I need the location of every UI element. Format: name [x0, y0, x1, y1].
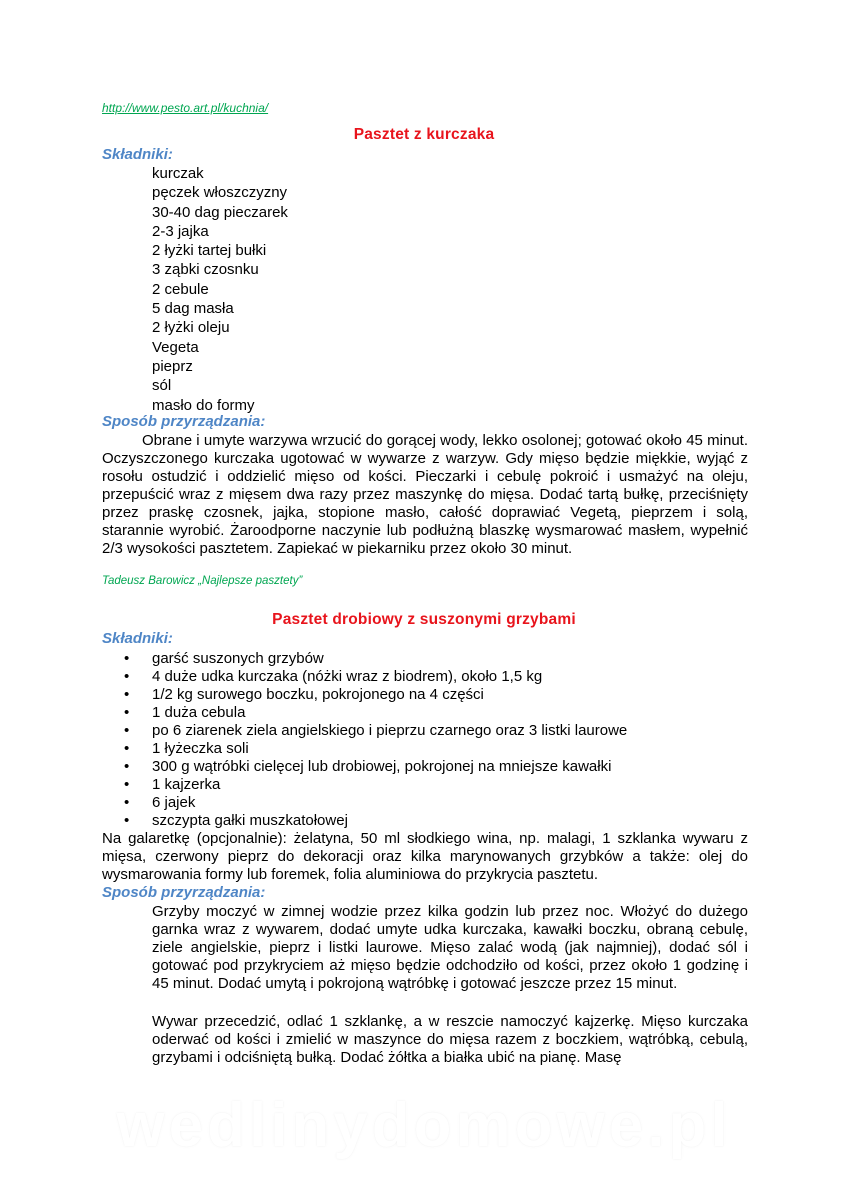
recipe1-ingredient-list	[152, 164, 288, 415]
recipe2-ingredients-label: Składniki:	[102, 630, 173, 647]
watermark: wedlinydomowe.pl	[116, 1091, 732, 1160]
list-item	[120, 722, 627, 740]
list-item: pęczek włoszczyzny	[152, 184, 288, 202]
recipe2-jelly-note: Na galaretkę (opcjonalnie): żelatyna, 50 ml słodkiego wina, np. malagi, 1 szklanka wywaru z mięsa, czerwony pieprz do dekoracji oraz kilka marynowanych grzybków a także: olej do wysmarowania formy lub foremek, folia aluminiowa do przykrycia pasztetu.	[102, 830, 748, 883]
list-item	[120, 758, 627, 776]
recipe1-credit: Tadeusz Barowicz „Najlepsze pasztety”	[102, 575, 303, 587]
list-item: pieprz	[152, 357, 193, 375]
list-item: 2-3 jajka	[152, 222, 209, 240]
bullet-icon: •	[124, 650, 130, 667]
list-item: 2 cebule	[152, 280, 209, 298]
list-item-text: 6 jajek	[152, 794, 196, 811]
bullet-icon: •	[124, 686, 130, 703]
recipe2-title: Pasztet drobiowy z suszonymi grzybami	[272, 611, 576, 628]
list-item	[120, 776, 627, 794]
list-item-text: 1/2 kg surowego boczku, pokrojonego na 4 części	[152, 686, 484, 703]
list-item	[120, 704, 627, 722]
list-item: 30-40 dag pieczarek	[152, 203, 288, 221]
bullet-icon: •	[124, 704, 130, 721]
list-item: 5 dag masła	[152, 300, 234, 318]
list-item-text: po 6 ziarenek ziela angielskiego i pieprzu czarnego oraz 3 listki laurowe	[152, 722, 628, 739]
list-item-text: 1 duża cebula	[152, 704, 246, 721]
bullet-icon: •	[124, 794, 130, 811]
list-item: 2 łyżki tartej bułki	[152, 242, 267, 260]
list-item: kurczak	[152, 165, 204, 182]
bullet-icon: •	[124, 812, 130, 829]
list-item-text: 1 kajzerka	[152, 776, 221, 793]
bullet-icon: •	[124, 668, 130, 685]
list-item	[120, 794, 627, 812]
list-item-text: 300 g wątróbki cielęcej lub drobiowej, pokrojonej na mniejsze kawałki	[152, 758, 612, 775]
list-item-text: 4 duże udka kurczaka (nóżki wraz z biodrem), około 1,5 kg	[152, 668, 543, 685]
recipe1-method-label: Sposób przyrządzania:	[102, 413, 266, 430]
bullet-icon: •	[124, 776, 130, 793]
recipe2-method-text-1: Grzyby moczyć w zimnej wodzie przez kilka godzin lub przez noc. Włożyć do dużego garnka wraz z wywarem, dodać umyte udka kurczaka, kawałki boczku, obraną cebulę, ziele angielskie, pieprz i listki laurowe. Mięso zalać wodą (jak najmniej), dodać sól i gotować pod przykryciem aż mięso będzie odchodziło od kości, przez około 1 godzinę i 45 minut. Dodać umytą i pokrojoną wątróbkę i gotować jeszcze przez 15 minut.	[152, 903, 748, 992]
recipe2-method-label: Sposób przyrządzania:	[102, 884, 266, 901]
source-link[interactable]: http://www.pesto.art.pl/kuchnia/	[102, 101, 269, 115]
list-item: sól	[152, 377, 172, 395]
recipe1-ingredients-label: Składniki:	[102, 146, 173, 163]
list-item: 3 ząbki czosnku	[152, 261, 259, 279]
list-item	[120, 812, 627, 830]
list-item: Vegeta	[152, 338, 199, 356]
list-item: masło do formy	[152, 396, 255, 414]
list-item-text: garść suszonych grzybów	[152, 650, 324, 667]
list-item	[120, 686, 627, 704]
list-item: 2 łyżki oleju	[152, 319, 230, 337]
recipe2-ingredient-list	[120, 650, 627, 830]
bullet-icon: •	[124, 722, 130, 739]
recipe2-method-text-2: Wywar przecedzić, odlać 1 szklankę, a w reszcie namoczyć kajzerkę. Mięso kurczaka oderwać od kości i zmielić w maszynce do mięsa razem z boczkiem, wątróbką, cebulą, grzybami i odciśniętą bułką. Dodać żółtka a białka ubić na pianę. Masę	[152, 1013, 748, 1066]
bullet-icon: •	[124, 740, 130, 757]
list-item	[120, 668, 627, 686]
list-item	[120, 740, 627, 758]
bullet-icon: •	[124, 758, 130, 775]
list-item	[120, 650, 627, 668]
list-item-text: 1 łyżeczka soli	[152, 740, 249, 757]
list-item-text: szczypta gałki muszkatołowej	[152, 812, 348, 829]
recipe1-method-text: Obrane i umyte warzywa wrzucić do gorącej wody, lekko osolonej; gotować około 45 minut. Oczyszczonego kurczaka ugotować w wywarze z warzyw. Gdy mięso będzie miękkie, wyjąć z rosołu ostudzić i oddzielić mięso od kości. Pieczarki i cebulę pokroić i usmażyć na oleju, przepuścić wraz z mięsem dwa razy przez maszynkę do mięsa. Dodać tartą bułkę, przeciśnięty przez praskę czosnek, jajka, stopione masło, całość doprawiać Vegetą, pieprzem i solą, starannie wyrobić. Żaroodporne naczynie lub podłużną blaszkę wysmarować masłem, wypełnić 2/3 wysokości pasztetem. Zapiekać w piekarniku przez około 30 minut.	[102, 432, 748, 557]
recipe1-title: Pasztet z kurczaka	[353, 126, 495, 143]
